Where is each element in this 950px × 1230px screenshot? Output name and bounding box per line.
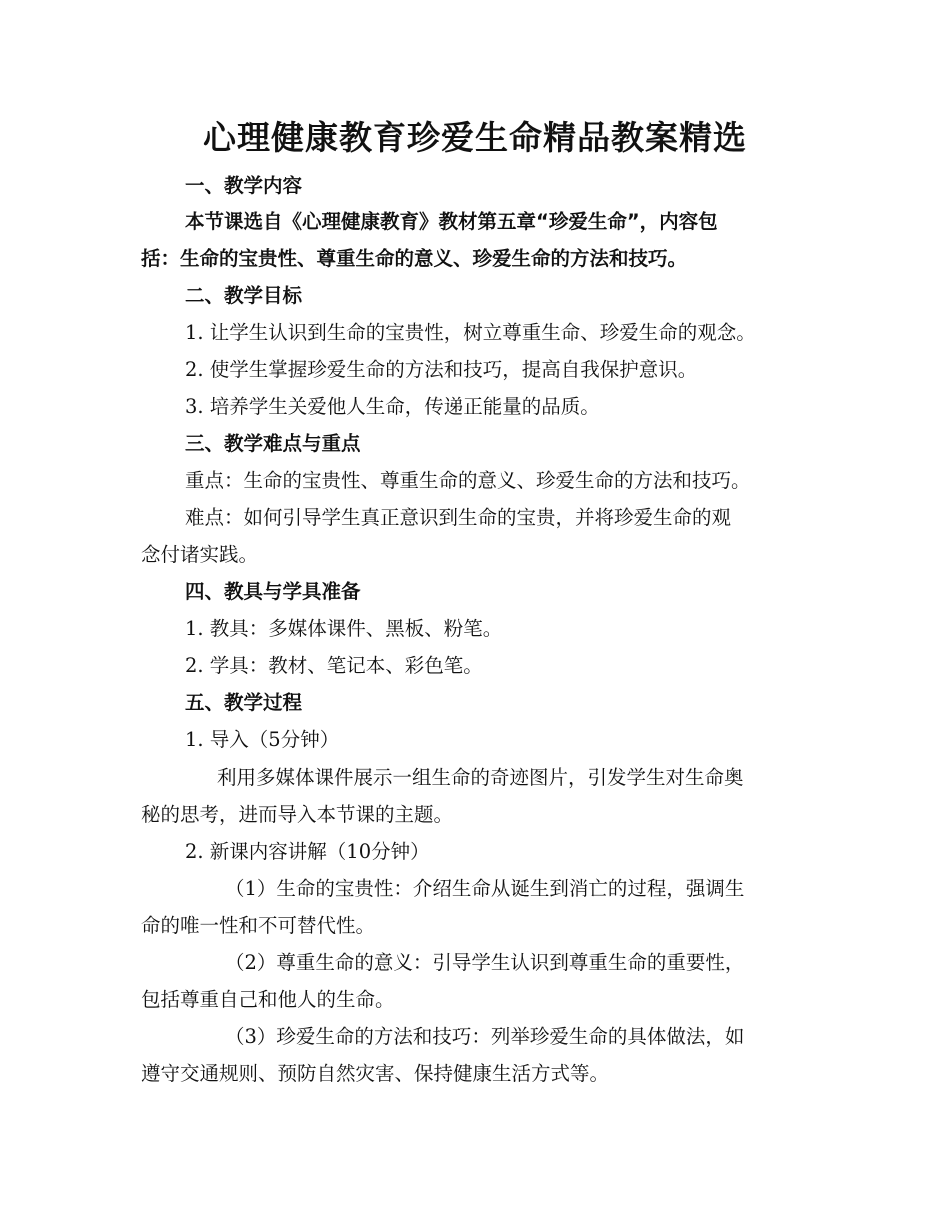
material-item: 2. 学具：教材、笔记本、彩色笔。	[185, 654, 483, 677]
subpoint-text-line-1: （2）尊重生命的意义：引导学生认识到尊重生命的重要性，	[225, 951, 745, 974]
section-heading-process: 五、教学过程	[185, 691, 303, 714]
section-heading-objectives: 二、教学目标	[185, 284, 303, 307]
subpoint-text-line-2: 命的唯一性和不可替代性。	[141, 914, 376, 937]
content-text-line-1: 本节课选自《心理健康教育》教材第五章“珍爱生命”，内容包	[185, 210, 718, 233]
difficulty-text-line-1: 难点：如何引导学生真正意识到生命的宝贵，并将珍爱生命的观	[185, 506, 732, 529]
process-step-title: 2. 新课内容讲解（10分钟）	[185, 840, 430, 863]
process-step-title: 1. 导入（5分钟）	[185, 728, 340, 751]
material-item: 1. 教具：多媒体课件、黑板、粉笔。	[185, 617, 503, 640]
process-step-text-line-1: 利用多媒体课件展示一组生命的奇迹图片，引发学生对生命奥	[217, 766, 744, 789]
section-heading-materials: 四、教具与学具准备	[185, 580, 361, 603]
key-point-text: 重点：生命的宝贵性、尊重生命的意义、珍爱生命的方法和技巧。	[185, 469, 751, 492]
subpoint-text-line-1: （1）生命的宝贵性：介绍生命从诞生到消亡的过程，强调生	[225, 877, 745, 900]
subpoint-text-line-2: 遵守交通规则、预防自然灾害、保持健康生活方式等。	[141, 1062, 610, 1085]
difficulty-text-line-2: 念付诸实践。	[141, 543, 259, 566]
document-title: 心理健康教育珍爱生命精品教案精选	[203, 118, 747, 157]
subpoint-text-line-2: 包括尊重自己和他人的生命。	[141, 988, 395, 1011]
content-text-line-2: 括：生命的宝贵性、尊重生命的意义、珍爱生命的方法和技巧。	[141, 247, 688, 270]
subpoint-text-line-1: （3）珍爱生命的方法和技巧：列举珍爱生命的具体做法，如	[225, 1025, 745, 1048]
objective-item: 2. 使学生掌握珍爱生命的方法和技巧，提高自我保护意识。	[185, 358, 698, 381]
section-heading-content: 一、教学内容	[185, 174, 303, 197]
objective-item: 1. 让学生认识到生命的宝贵性，树立尊重生命、珍爱生命的观念。	[185, 321, 756, 344]
process-step-text-line-2: 秘的思考，进而导入本节课的主题。	[141, 803, 454, 826]
section-heading-key-points: 三、教学难点与重点	[185, 432, 361, 455]
objective-item: 3. 培养学生关爱他人生命，传递正能量的品质。	[185, 395, 600, 418]
